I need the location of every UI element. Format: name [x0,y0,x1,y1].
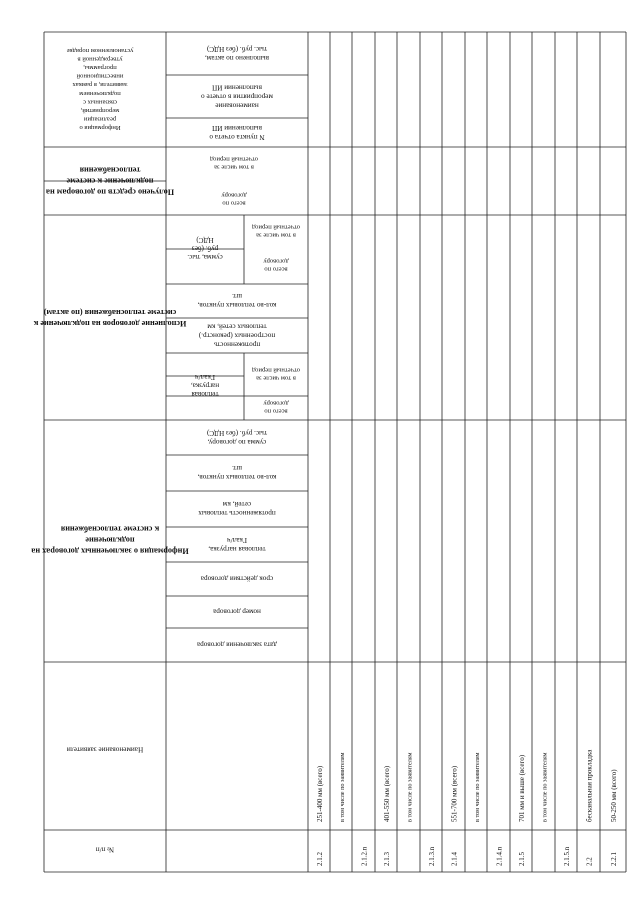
row-name: 50-250 мм (всего) [610,769,618,822]
row-name: в том числе по заявителям [474,752,481,822]
info-done-header-line: тыс. руб. (без НДС) [206,45,268,53]
recv-period-header [209,156,258,171]
exec-sum-total-header-line: договору [263,257,289,265]
row-number: 2.1.3 [383,852,391,866]
exec-sum-total-header [263,258,289,273]
row-number: 2.1.2 [316,852,324,866]
recv-period-header-line: отчетный период [209,155,259,163]
exec-length-header [198,323,275,349]
info-group-header-line: утвержденной в [77,55,123,63]
exec-load-header-line: нагрузка, [190,381,220,390]
info-group-header-line: реализации [83,115,117,123]
info-done-header [205,45,269,62]
row-number: 2.1.5.n [563,846,571,866]
exec-points-header [197,292,276,309]
contract-load-header-line: Гкал/ч [227,536,247,544]
recv-total-header-line: всего по [222,199,246,207]
exec-sum-period-header-line: в том числе за [256,231,296,239]
contract-length-header-line: сетей, км [222,500,252,508]
row-name: в том числе по заявителям [339,752,346,822]
exec-load-total-header [263,400,289,415]
concluded-group-header-line: к системе теплоснабжения [60,524,160,534]
exec-length-header-line: тепловых сетей, км [207,322,267,331]
contract-number-header [212,608,261,616]
info-group-header [67,47,134,131]
info-done-header-line: выполнено по актам, [204,54,270,62]
exec-load-header-line: тепловая [191,390,219,398]
num-header [96,846,114,854]
row-number: 2.1.4 [450,852,459,866]
contract-number-header-line: номер договора [213,607,261,616]
info-name-header-line: наименование [215,101,259,110]
contract-sum-header [206,429,267,446]
info-name-header-line: выполнении ИП [212,83,262,92]
row-name: 251-400 мм (всего) [316,765,324,822]
contract-term-header-line: срок действия договора [200,574,274,583]
recv-group-header-line: подключение к системе [66,176,154,186]
row-name: 401-550 мм (всего) [383,765,391,822]
exec-load-total-header-line: договору [263,399,289,407]
exec-sum-header-line: НДС) [196,236,214,244]
exec-sum-header-line: руб. (без [191,244,219,253]
contract-load-header-line: тепловая нагрузка, [208,545,266,553]
contract-points-header-line: кол-во тепловых пунктов, [197,473,277,481]
exec-length-header-line: построенных (реконстр.) [198,331,276,340]
recv-total-header-line: договору [221,191,247,199]
exec-load-period-header-line: отчетный период [251,366,301,374]
recv-group-header-line: теплоснабжения [79,165,141,175]
info-point-header-line: N пункта отчета о [209,133,265,141]
contract-sum-header-line: сумма по договору, [207,438,267,446]
exec-group-header-line: системе теплоснабжения (по актам) [43,308,177,317]
contract-term-header [200,575,273,583]
exec-points-header-line: кол-во тепловых пунктов, [197,301,277,309]
row-name: в том числе по заявителям [541,752,549,822]
concluded-group-header-line: подключение [85,535,135,545]
row-name: бесканальная прокладка [585,749,594,822]
row-name: в том числе по заявителям [406,752,414,822]
info-group-header-line: заявителя, в рамках [72,81,128,89]
row-number: 2.1.4.n [495,846,504,866]
row-number: 2.2.1 [610,852,618,866]
applicant-header-line: Наименование заявителя [66,745,144,754]
row-number: 2.1.2.n [360,846,369,866]
table-labels [31,45,618,866]
exec-sum-header-line: сумма, тыс. [187,253,223,261]
recv-total-header [221,192,247,207]
info-group-header-line: подключением [79,89,121,97]
contract-length-header-line: протяженность тепловых [198,509,276,517]
info-group-header-line: мероприятий, [80,107,120,114]
row-number: 2.1.3.n [428,846,436,866]
info-group-header-line: инвестиционной [76,72,124,80]
contract-load-header [208,536,265,553]
contract-date-header-line: дата заключения договора [196,640,278,649]
row-number: 2.1.5 [518,852,526,866]
info-group-header-line: программы, [83,64,117,71]
exec-group-header [33,308,186,328]
info-point-header [209,124,265,141]
info-group-header-line: Информация о [79,124,121,132]
contract-date-header [196,641,277,649]
row-name: 551-700 мм (всего) [450,765,459,822]
row-number: 2.2 [585,857,594,866]
exec-load-header [191,373,219,398]
applicant-header [66,746,143,754]
exec-sum-period-header [251,224,300,239]
contract-points-header-line: шт. [232,464,242,472]
contract-sum-header-line: тыс. руб. (без НДС) [206,429,268,437]
recv-group-header-line: Получено средств по договорам на [45,187,175,197]
exec-sum-header [187,236,223,261]
info-name-header [201,84,273,110]
recv-period-header-line: в том числе за [214,163,254,171]
exec-points-header-line: шт. [232,292,242,300]
num-header-line: № п/п [95,845,115,854]
contract-points-header [197,464,276,481]
info-point-header-line: выполнении ИП [212,124,262,132]
concluded-group-header-line: Информация о заключенных договорах на [31,546,189,556]
info-group-header-line: установленном порядке [66,46,134,54]
exec-load-total-header-line: всего по [264,407,288,415]
contract-length-header [198,500,276,517]
info-name-header-line: мероприятия в отчете о [201,92,273,101]
exec-sum-period-header-line: отчетный период [251,223,301,231]
info-group-header-line: связанных с [83,98,117,106]
concluded-group-header [31,525,189,556]
exec-load-header-line: Гкал/ч [195,373,215,381]
exec-load-period-header [251,367,300,382]
row-name: 701 мм и выше (всего) [518,754,526,822]
exec-length-header-line: протяженность [213,340,261,349]
exec-group-header-line: Исполнение договоров на подключение к [33,319,187,328]
exec-load-period-header-line: в том числе за [256,374,296,382]
exec-sum-total-header-line: всего по [264,265,288,273]
